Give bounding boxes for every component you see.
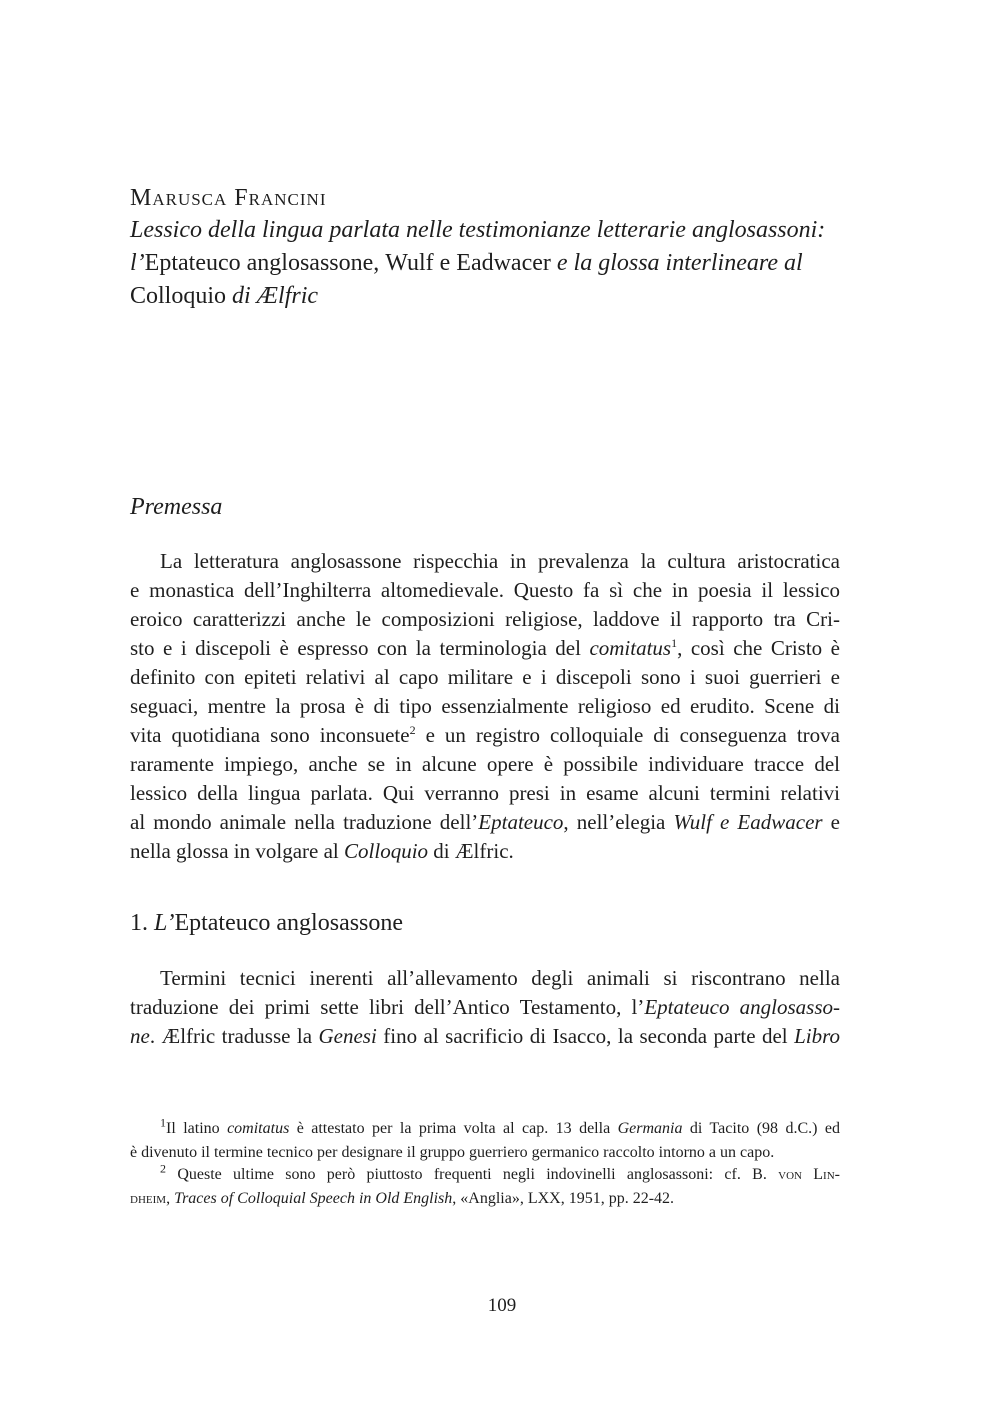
text-line: seguaci, mentre la prosa è di tipo essenzialmente religioso ed erudito. Scene di	[130, 694, 840, 718]
text-line: eroico caratterizzi anche le composizioni religiose, laddove il rapporto tra Cri-	[130, 607, 840, 631]
text-line: nella glossa in volgare al Colloquio di Ælfric.	[130, 839, 514, 863]
footnote-ref[interactable]: 1	[671, 636, 678, 650]
text-line: traduzione dei primi sette libri dell’Antico Testamento, l’Eptateuco anglosasso-	[130, 995, 841, 1019]
text-line: ne. Ælfric tradusse la Genesi fino al sacrificio di Isacco, la seconda parte del Libro	[130, 1024, 840, 1048]
footnote-ref[interactable]: 2	[409, 723, 416, 737]
footnote-1	[130, 1117, 840, 1165]
paragraph-premessa	[130, 547, 840, 866]
text-line: dheim, Traces of Colloquial Speech in Old English, «Anglia», LXX, 1951, pp. 22-42.	[130, 1190, 675, 1207]
text-line: al mondo animale nella traduzione dell’Eptateuco, nell’elegia Wulf e Eadwacer e	[130, 810, 840, 834]
text-line: $^2$ Queste ultime sono però piuttosto frequenti negli indovinelli anglosassoni: cf. B. von Lin-	[160, 1161, 840, 1183]
footnote-2	[130, 1163, 840, 1211]
footnote-number: 2	[160, 1161, 166, 1176]
text-line: La letteratura anglosassone rispecchia in prevalenza la cultura aristocratica	[160, 549, 840, 573]
title-line: Colloquio di Ælfric	[130, 283, 319, 309]
text-line: definito con epiteti relativi al capo militare e i discepoli sono i suoi guerrieri e	[130, 665, 840, 689]
text-line: vita quotidiana sono inconsuete$^2$ e un registro colloquiale di conseguenza trova	[130, 723, 840, 747]
page-number: 109	[487, 1295, 517, 1316]
text-line: $^1$Il latino comitatus è attestato per la prima volta al cap. 13 della Germania di Tacito (98 d.C.) ed	[160, 1115, 840, 1137]
footnote-number: 1	[160, 1115, 166, 1130]
author-name: Marusca Francini	[130, 185, 327, 211]
text-line: Termini tecnici inerenti all’allevamento degli animali si riscontrano nella	[160, 966, 840, 990]
title-line: Lessico della lingua parlata nelle testimonianze letterarie anglosassoni:	[130, 217, 826, 243]
text-line: sto e i discepoli è espresso con la terminologia del comitatus$^1$, così che Cristo è	[130, 636, 841, 660]
text-line: e monastica dell’Inghilterra altomedievale. Questo fa sì che in poesia il lessico	[130, 578, 840, 602]
article-title	[130, 214, 850, 313]
text-line: raramente impiego, anche se in alcune opere è possibile individuare tracce del	[130, 752, 840, 776]
title-line: l’Eptateuco anglosassone, Wulf e Eadwacer e la glossa interlineare al	[130, 250, 803, 276]
section-heading-1: 1. L’Eptateuco anglosassone	[130, 910, 404, 936]
section-heading-premessa: Premessa	[130, 494, 223, 520]
text-line: lessico della lingua parlata. Qui verranno presi in esame alcuni termini relativi	[130, 781, 840, 805]
text-line: è divenuto il termine tecnico per designare il gruppo guerriero germanico raccolto intorno a un capo.	[130, 1144, 775, 1161]
paragraph-section-1	[130, 964, 840, 1051]
